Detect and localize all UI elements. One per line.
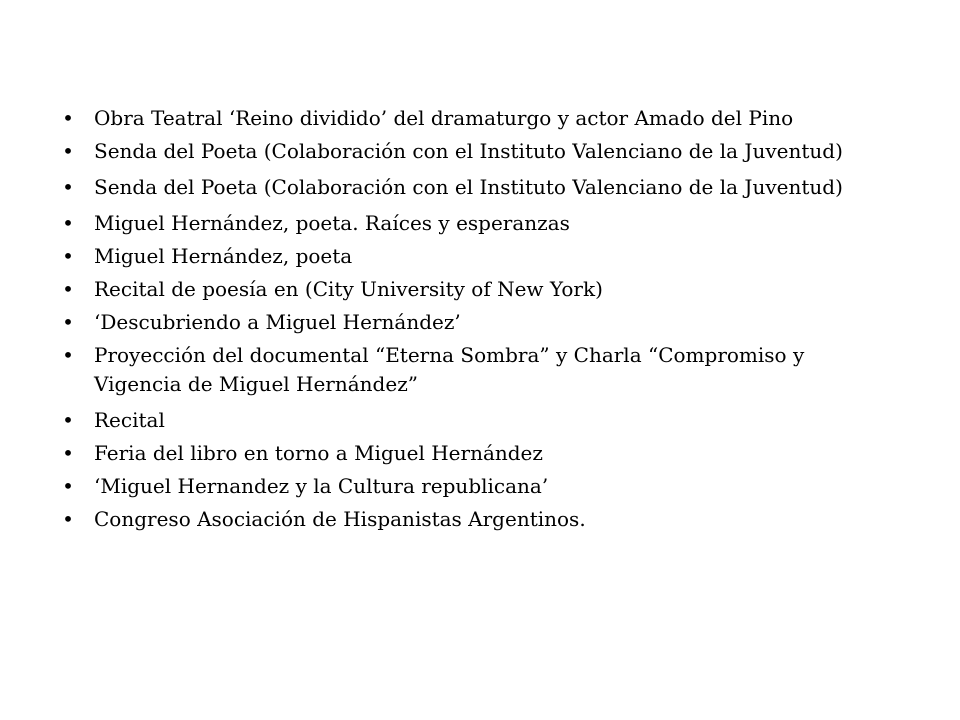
list-item-text: Miguel Hernández, poeta [94, 244, 353, 268]
bullet-marker: • [62, 277, 74, 301]
list-item [62, 505, 882, 534]
list-item [62, 275, 882, 304]
bullet-marker: • [62, 408, 74, 432]
list-item-text: Recital de poesía en (City University of New York) [94, 277, 603, 301]
list-item [62, 341, 882, 399]
list-item-text: Obra Teatral ‘Reino dividido’ del dramaturgo y actor Amado del Pino [94, 106, 794, 130]
list-item-text: ‘Descubriendo a Miguel Hernández’ [94, 310, 461, 334]
list-item [62, 173, 882, 202]
list-item [62, 242, 882, 271]
bullet-marker: • [62, 310, 74, 334]
list-item [62, 104, 882, 133]
list-item-text: Feria del libro en torno a Miguel Hernández [94, 441, 543, 465]
list-item-text: Miguel Hernández, poeta. Raíces y esperanzas [94, 211, 570, 235]
bullet-marker: • [62, 343, 74, 367]
list-item-text: ‘Miguel Hernandez y la Cultura republicana’ [94, 474, 549, 498]
bullet-marker: • [62, 175, 74, 199]
list-item [62, 308, 882, 337]
bullet-marker: • [62, 139, 74, 163]
list-item [62, 137, 882, 166]
bullet-marker: • [62, 441, 74, 465]
list-item [62, 439, 882, 468]
bullet-marker: • [62, 507, 74, 531]
list-item [62, 406, 882, 435]
list-item [62, 472, 882, 501]
bullet-list [62, 104, 882, 534]
list-item-text: Proyección del documental “Eterna Sombra” y Charla “Compromiso y Vigencia de Miguel Hernández” [94, 343, 805, 396]
bullet-marker: • [62, 474, 74, 498]
list-item-text: Senda del Poeta (Colaboración con el Instituto Valenciano de la Juventud) [94, 139, 843, 163]
bullet-marker: • [62, 244, 74, 268]
bullet-marker: • [62, 211, 74, 235]
list-item-text: Recital [94, 408, 165, 432]
list-item-text: Senda del Poeta (Colaboración con el Instituto Valenciano de la Juventud) [94, 175, 843, 199]
bullet-marker: • [62, 106, 74, 130]
list-item-text: Congreso Asociación de Hispanistas Argentinos. [94, 507, 586, 531]
list-item [62, 209, 882, 238]
